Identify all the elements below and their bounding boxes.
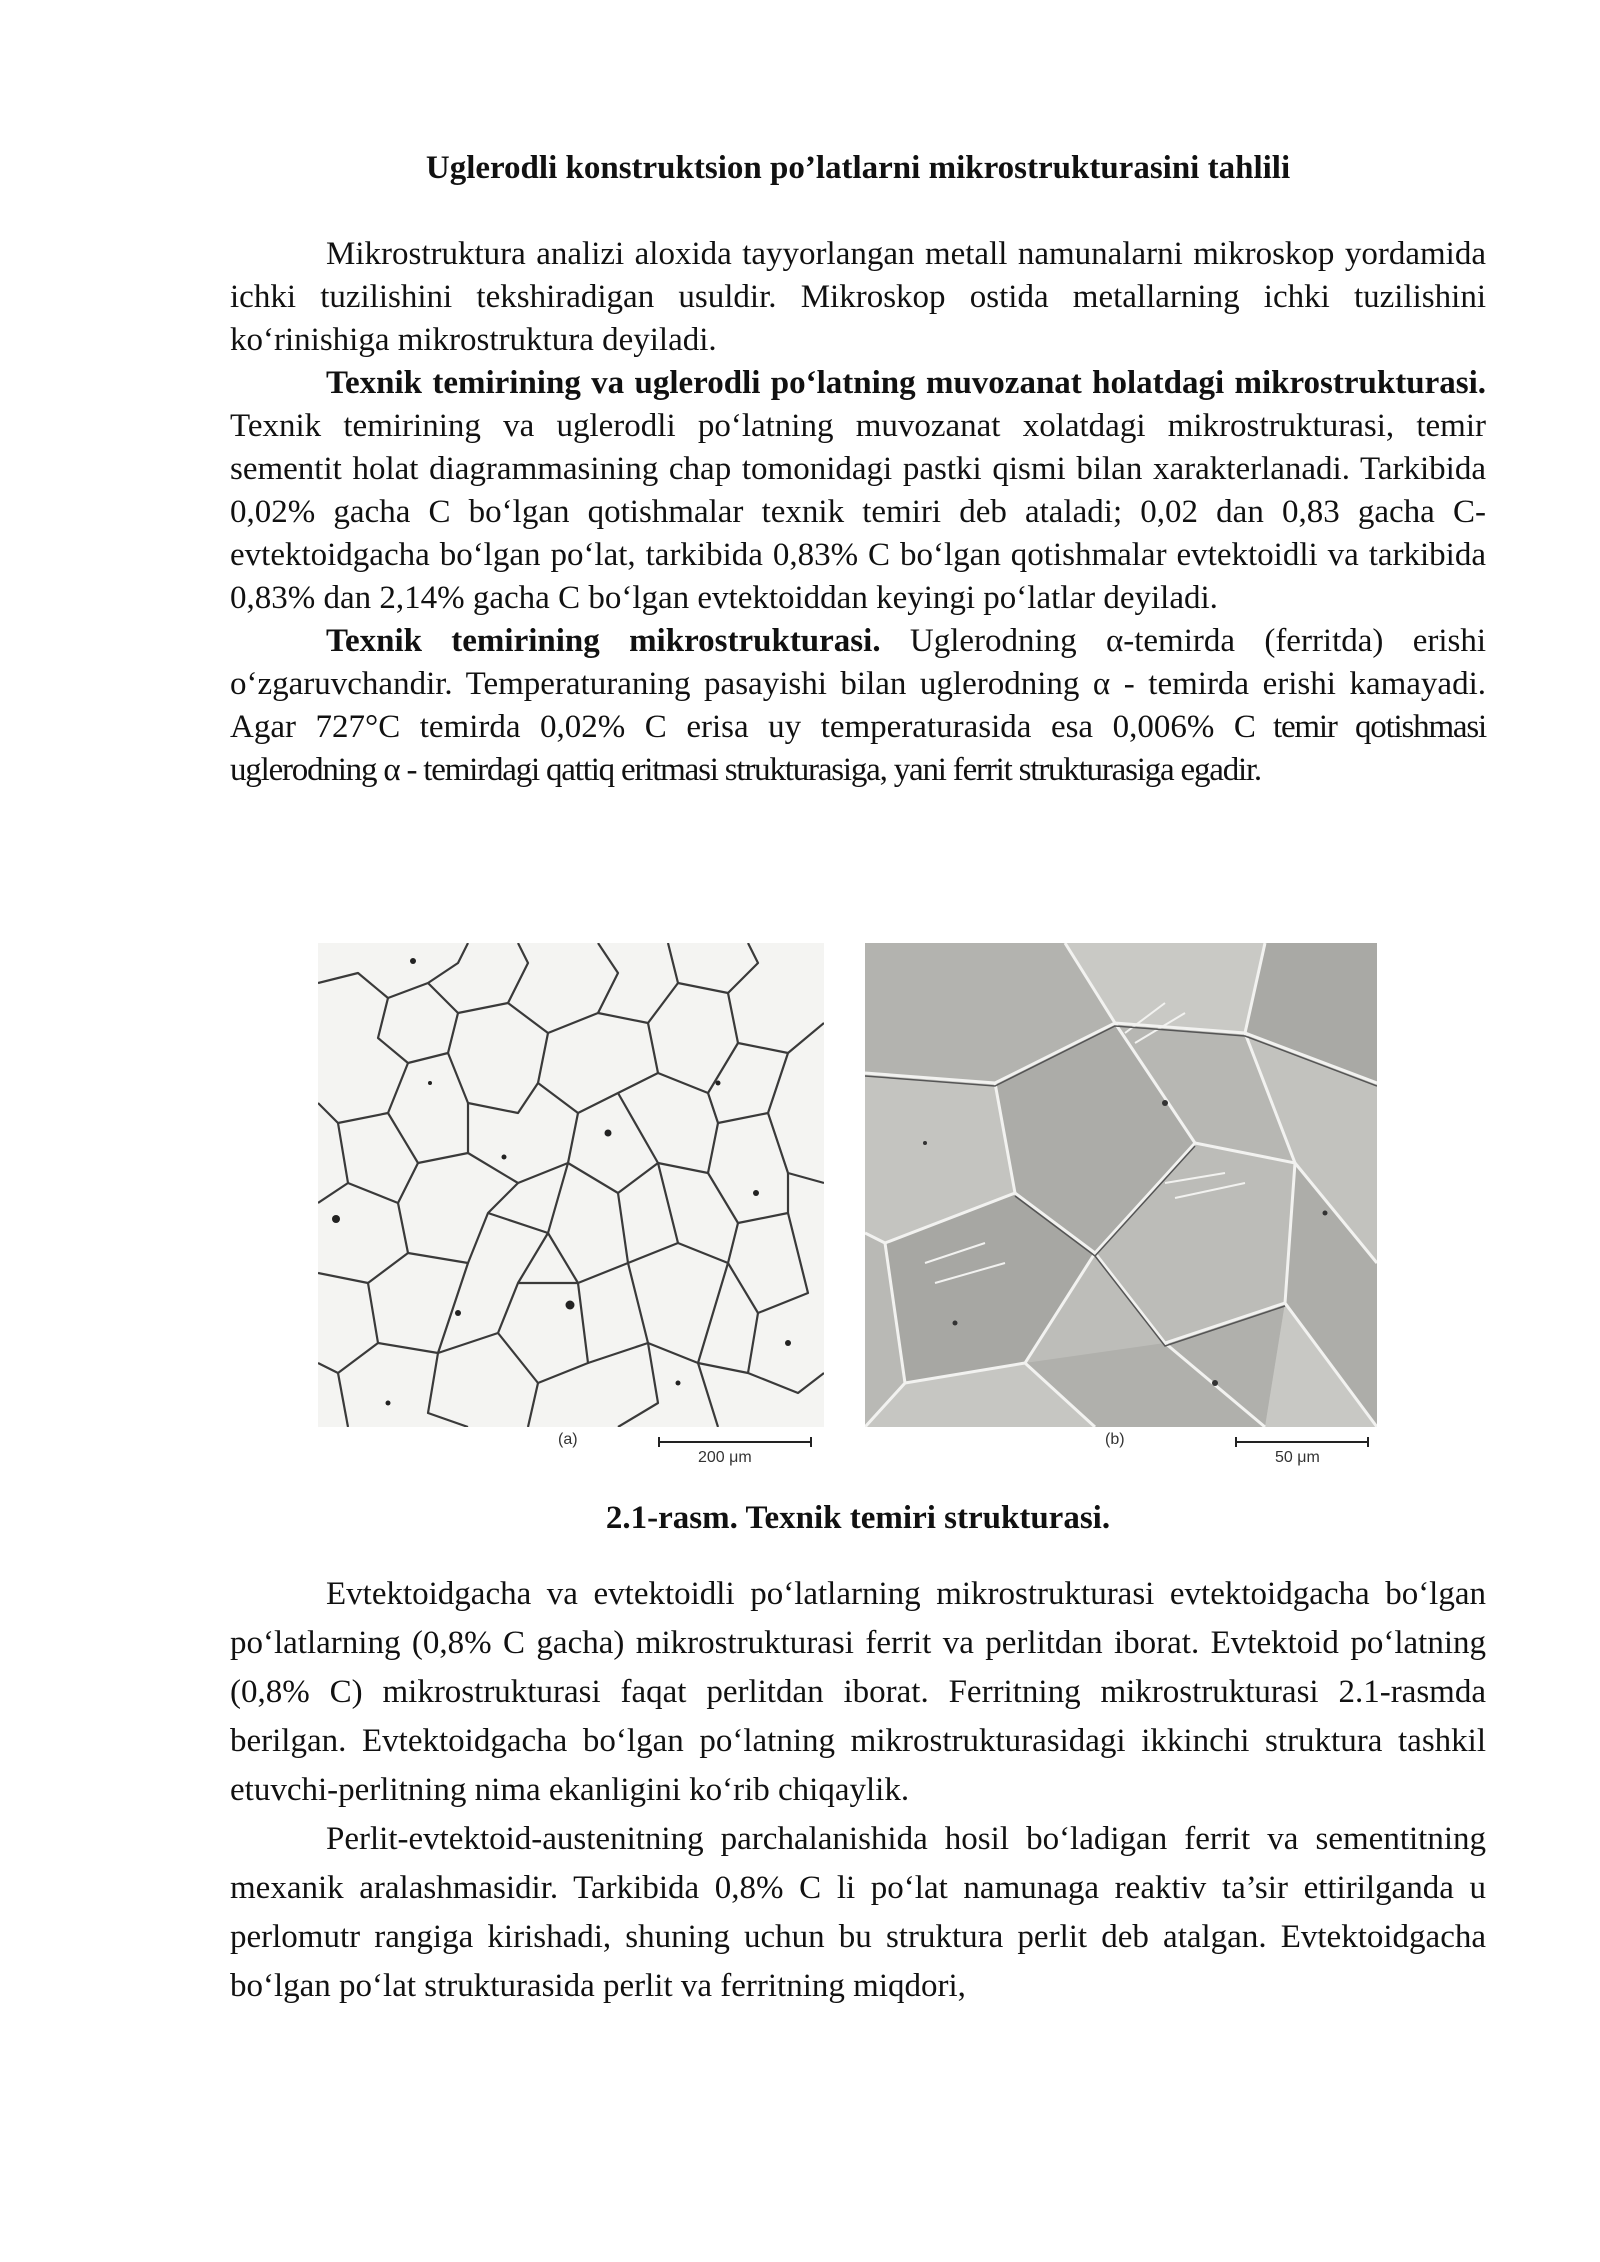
page-body <box>230 150 1486 792</box>
page-title: Uglerodli konstruktsion po’latlarni mikrostrukturasini tahlili <box>425 150 1291 186</box>
figure-caption: 2.1-rasm. Texnik temiri strukturasi. <box>605 1500 1111 1536</box>
micrograph-b-scale-bar <box>1235 1437 1369 1447</box>
micrograph-b-label: (b) <box>1105 1431 1125 1448</box>
paragraph-technical-iron <box>230 620 1486 792</box>
paragraph-equilibrium <box>230 362 1486 620</box>
micrograph-figure <box>318 943 1378 1466</box>
paragraph-intro: Mikrostruktura analizi aloxida tayyorlangan metall namunalarni mikroskop yordamida ichki tuzilishini tekshiradigan usuldir. Mikroskop ostida metallarning ichki tuzilishini ko‘rinishiga mikrostruktura deyiladi. <box>230 236 1486 358</box>
micrograph-a-scale-label: 200 μm <box>698 1449 752 1466</box>
paragraph-technical-iron-tail: C temir qotishmasi uglerodning α - temirdagi qattiq eritmasi strukturasiga, yani ferrit strukturasiga egadir. <box>230 709 1486 788</box>
paragraph-technical-iron-text: Uglerodning α-temirda (ferritda) erishi o‘zgaruvchandir. Temperaturaning pasayishi bilan uglerodning α - temirda erishi kamayadi. Agar 727°C temirda 0,02% C erisa uy temperaturasida esa 0,006% <box>230 623 1487 745</box>
micrograph-b-image <box>865 943 1377 1427</box>
paragraph-pearlite: Perlit-evtektoid-austenitning parchalanishida hosil bo‘ladigan ferrit va sementitning mexanik aralashmasidir. Tarkibida 0,8% C li po‘lat namunaga reaktiv ta’sir ettirilganda u perlomutr rangiga kirishadi, shuning uchun bu struktura perlit deb atalgan. Evtektoidgacha bo‘lgan po‘lat strukturasida perlit va ferritning miqdori, <box>230 1821 1486 2004</box>
page-body-lower <box>230 1570 1486 2011</box>
micrograph-a <box>318 943 824 1466</box>
paragraph-equilibrium-text: Texnik temirining va uglerodli po‘latning muvozanat xolatdagi mikrostrukturasi, temir sementit holat diagrammasining chap tomonidagi pastki qismi bilan xarakterlanadi. Tarkibida 0,02% gacha C bo‘lgan qotishmalar texnik temiri deb ataladi; 0,02 dan 0,83 gacha C-evtektoidgacha bo‘lgan po‘lat, tarkibida 0,83% C bo‘lgan qotishmalar evtektoidli va tarkibida 0,83% dan 2,14% gacha C bo‘lgan evtektoiddan keyingi po‘latlar deyiladi. <box>230 408 1486 616</box>
micrograph-a-label: (a) <box>558 1431 578 1448</box>
paragraph-eutectoid: Evtektoidgacha va evtektoidli po‘latlarning mikrostrukturasi evtektoidgacha bo‘lgan po‘latlarning (0,8% C gacha) mikrostrukturasi ferrit va perlitdan iborat. Evtektoid po‘latning (0,8% C) mikrostrukturasi faqat perlitdan iborat. Ferritning mikrostrukturasi 2.1-rasmda berilgan. Evtektoidgacha bo‘lgan po‘latning mikrostrukturasidagi ikkinchi struktura tashkil etuvchi-perlitning nima ekanligini ko‘rib chiqaylik. <box>230 1576 1486 1808</box>
paragraph-equilibrium-heading: Texnik temirining va uglerodli po‘latning muvozanat holatdagi mikrostrukturasi. <box>326 365 1486 401</box>
paragraph-technical-iron-heading: Texnik temirining mikrostrukturasi. <box>326 623 881 659</box>
micrograph-a-image <box>318 943 824 1427</box>
micrograph-b-scale-label: 50 μm <box>1275 1449 1320 1466</box>
micrograph-b <box>865 943 1377 1466</box>
micrograph-a-scale-bar <box>658 1437 812 1447</box>
